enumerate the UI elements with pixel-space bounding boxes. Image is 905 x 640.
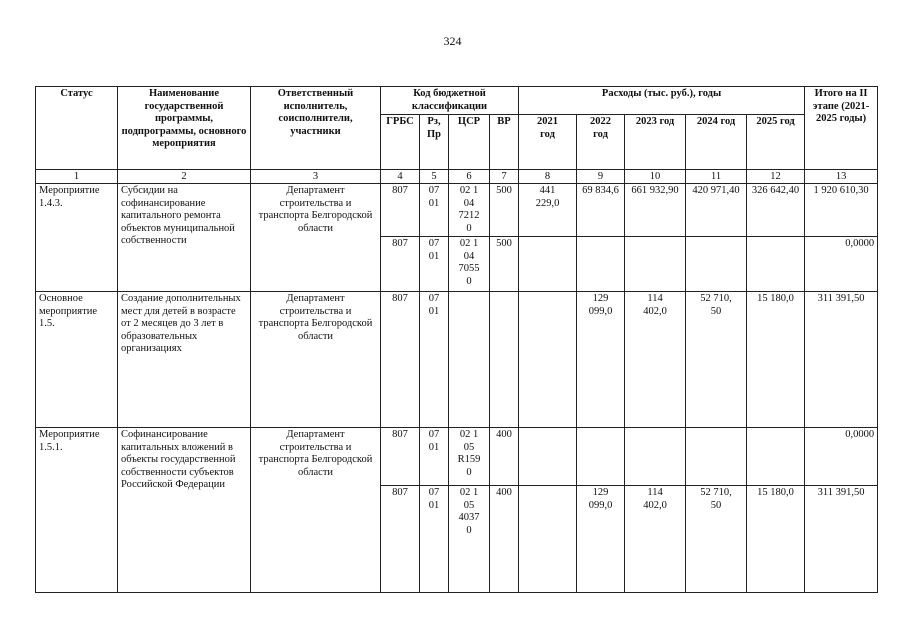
cell-rz-pr: 07 01: [420, 237, 449, 292]
cell-rz-pr: 07 01: [420, 292, 449, 428]
column-number: 6: [449, 170, 490, 184]
cell-total: 1 920 610,30: [805, 184, 878, 237]
cell-total: 311 391,50: [805, 292, 878, 428]
cell-csr: 02 1 05 R159 0: [449, 428, 490, 486]
header-2022: 2022 год: [577, 115, 625, 170]
column-number: 13: [805, 170, 878, 184]
cell-2025: 326 642,40: [747, 184, 805, 237]
row-name: Софинансирование капитальных вложений в объекты государственной собственности субъектов Российской Федерации: [118, 428, 251, 593]
cell-2024: [686, 237, 747, 292]
cell-grbs: 807: [381, 237, 420, 292]
column-number: 3: [251, 170, 381, 184]
row-status: Основное мероприятие 1.5.: [36, 292, 118, 428]
header-expenses: Расходы (тыс. руб.), годы: [519, 87, 805, 115]
cell-2021: [519, 237, 577, 292]
cell-2021: [519, 292, 577, 428]
column-number: 12: [747, 170, 805, 184]
cell-grbs: 807: [381, 184, 420, 237]
cell-2024: 52 710, 50: [686, 292, 747, 428]
cell-vr: [490, 292, 519, 428]
column-number: 1: [36, 170, 118, 184]
cell-vr: 400: [490, 428, 519, 486]
header-status: Статус: [36, 87, 118, 170]
cell-vr: 400: [490, 486, 519, 593]
cell-rz-pr: 07 01: [420, 486, 449, 593]
cell-total: 311 391,50: [805, 486, 878, 593]
cell-grbs: 807: [381, 428, 420, 486]
table-row: [36, 428, 878, 486]
cell-csr: 02 1 04 7055 0: [449, 237, 490, 292]
row-responsible: Департамент строительства и транспорта Белгородской области: [251, 428, 381, 593]
row-responsible: Департамент строительства и транспорта Белгородской области: [251, 184, 381, 292]
cell-vr: 500: [490, 184, 519, 237]
cell-2022: [577, 428, 625, 486]
cell-2022: 129 099,0: [577, 486, 625, 593]
column-number: 5: [420, 170, 449, 184]
column-number: 8: [519, 170, 577, 184]
cell-2023: 114 402,0: [625, 292, 686, 428]
column-number: 4: [381, 170, 420, 184]
column-number: 10: [625, 170, 686, 184]
page-number: 324: [443, 34, 462, 48]
header-name: Наименование государственной программы, подпрограммы, основного мероприятия: [118, 87, 251, 170]
cell-2023: 114 402,0: [625, 486, 686, 593]
cell-2021: [519, 486, 577, 593]
cell-2023: [625, 428, 686, 486]
column-number: 9: [577, 170, 625, 184]
column-number: 11: [686, 170, 747, 184]
row-status: Мероприятие 1.4.3.: [36, 184, 118, 292]
cell-2024: 52 710, 50: [686, 486, 747, 593]
cell-total: 0,0000: [805, 428, 878, 486]
budget-table: [35, 86, 878, 593]
cell-csr: [449, 292, 490, 428]
cell-rz-pr: 07 01: [420, 428, 449, 486]
cell-2021: 441 229,0: [519, 184, 577, 237]
header-total: Итого на II этапе (2021-2025 годы): [805, 87, 878, 170]
cell-total: 0,0000: [805, 237, 878, 292]
row-status: Мероприятие 1.5.1.: [36, 428, 118, 593]
cell-2024: [686, 428, 747, 486]
row-name: Создание дополнительных мест для детей в возрасте от 2 месяцев до 3 лет в образовательных организациях: [118, 292, 251, 428]
cell-2021: [519, 428, 577, 486]
header-2023: 2023 год: [625, 115, 686, 170]
header-2025: 2025 год: [747, 115, 805, 170]
header-2024: 2024 год: [686, 115, 747, 170]
header-vr: ВР: [490, 115, 519, 170]
cell-2023: 661 932,90: [625, 184, 686, 237]
cell-2022: 69 834,6: [577, 184, 625, 237]
column-numbers-row: [36, 170, 878, 184]
cell-2025: 15 180,0: [747, 486, 805, 593]
column-number: 2: [118, 170, 251, 184]
cell-2025: [747, 428, 805, 486]
header-rz-pr: Рз, Пр: [420, 115, 449, 170]
header-csr: ЦСР: [449, 115, 490, 170]
row-responsible: Департамент строительства и транспорта Белгородской области: [251, 292, 381, 428]
cell-2023: [625, 237, 686, 292]
cell-2025: [747, 237, 805, 292]
header-2021: 2021 год: [519, 115, 577, 170]
header-budget-code: Код бюджетной классификации: [381, 87, 519, 115]
table-row: [36, 292, 878, 428]
cell-csr: 02 1 04 7212 0: [449, 184, 490, 237]
header-row-1: [36, 87, 878, 115]
cell-rz-pr: 07 01: [420, 184, 449, 237]
row-name: Субсидии на софинансирование капитального ремонта объектов муниципальной собственности: [118, 184, 251, 292]
cell-grbs: 807: [381, 292, 420, 428]
cell-grbs: 807: [381, 486, 420, 593]
table-row: [36, 184, 878, 237]
cell-vr: 500: [490, 237, 519, 292]
cell-2025: 15 180,0: [747, 292, 805, 428]
header-responsible: Ответственный исполнитель, соисполнители, участники: [251, 87, 381, 170]
cell-2022: 129 099,0: [577, 292, 625, 428]
cell-2022: [577, 237, 625, 292]
header-grbs: ГРБС: [381, 115, 420, 170]
cell-2024: 420 971,40: [686, 184, 747, 237]
cell-csr: 02 1 05 4037 0: [449, 486, 490, 593]
column-number: 7: [490, 170, 519, 184]
